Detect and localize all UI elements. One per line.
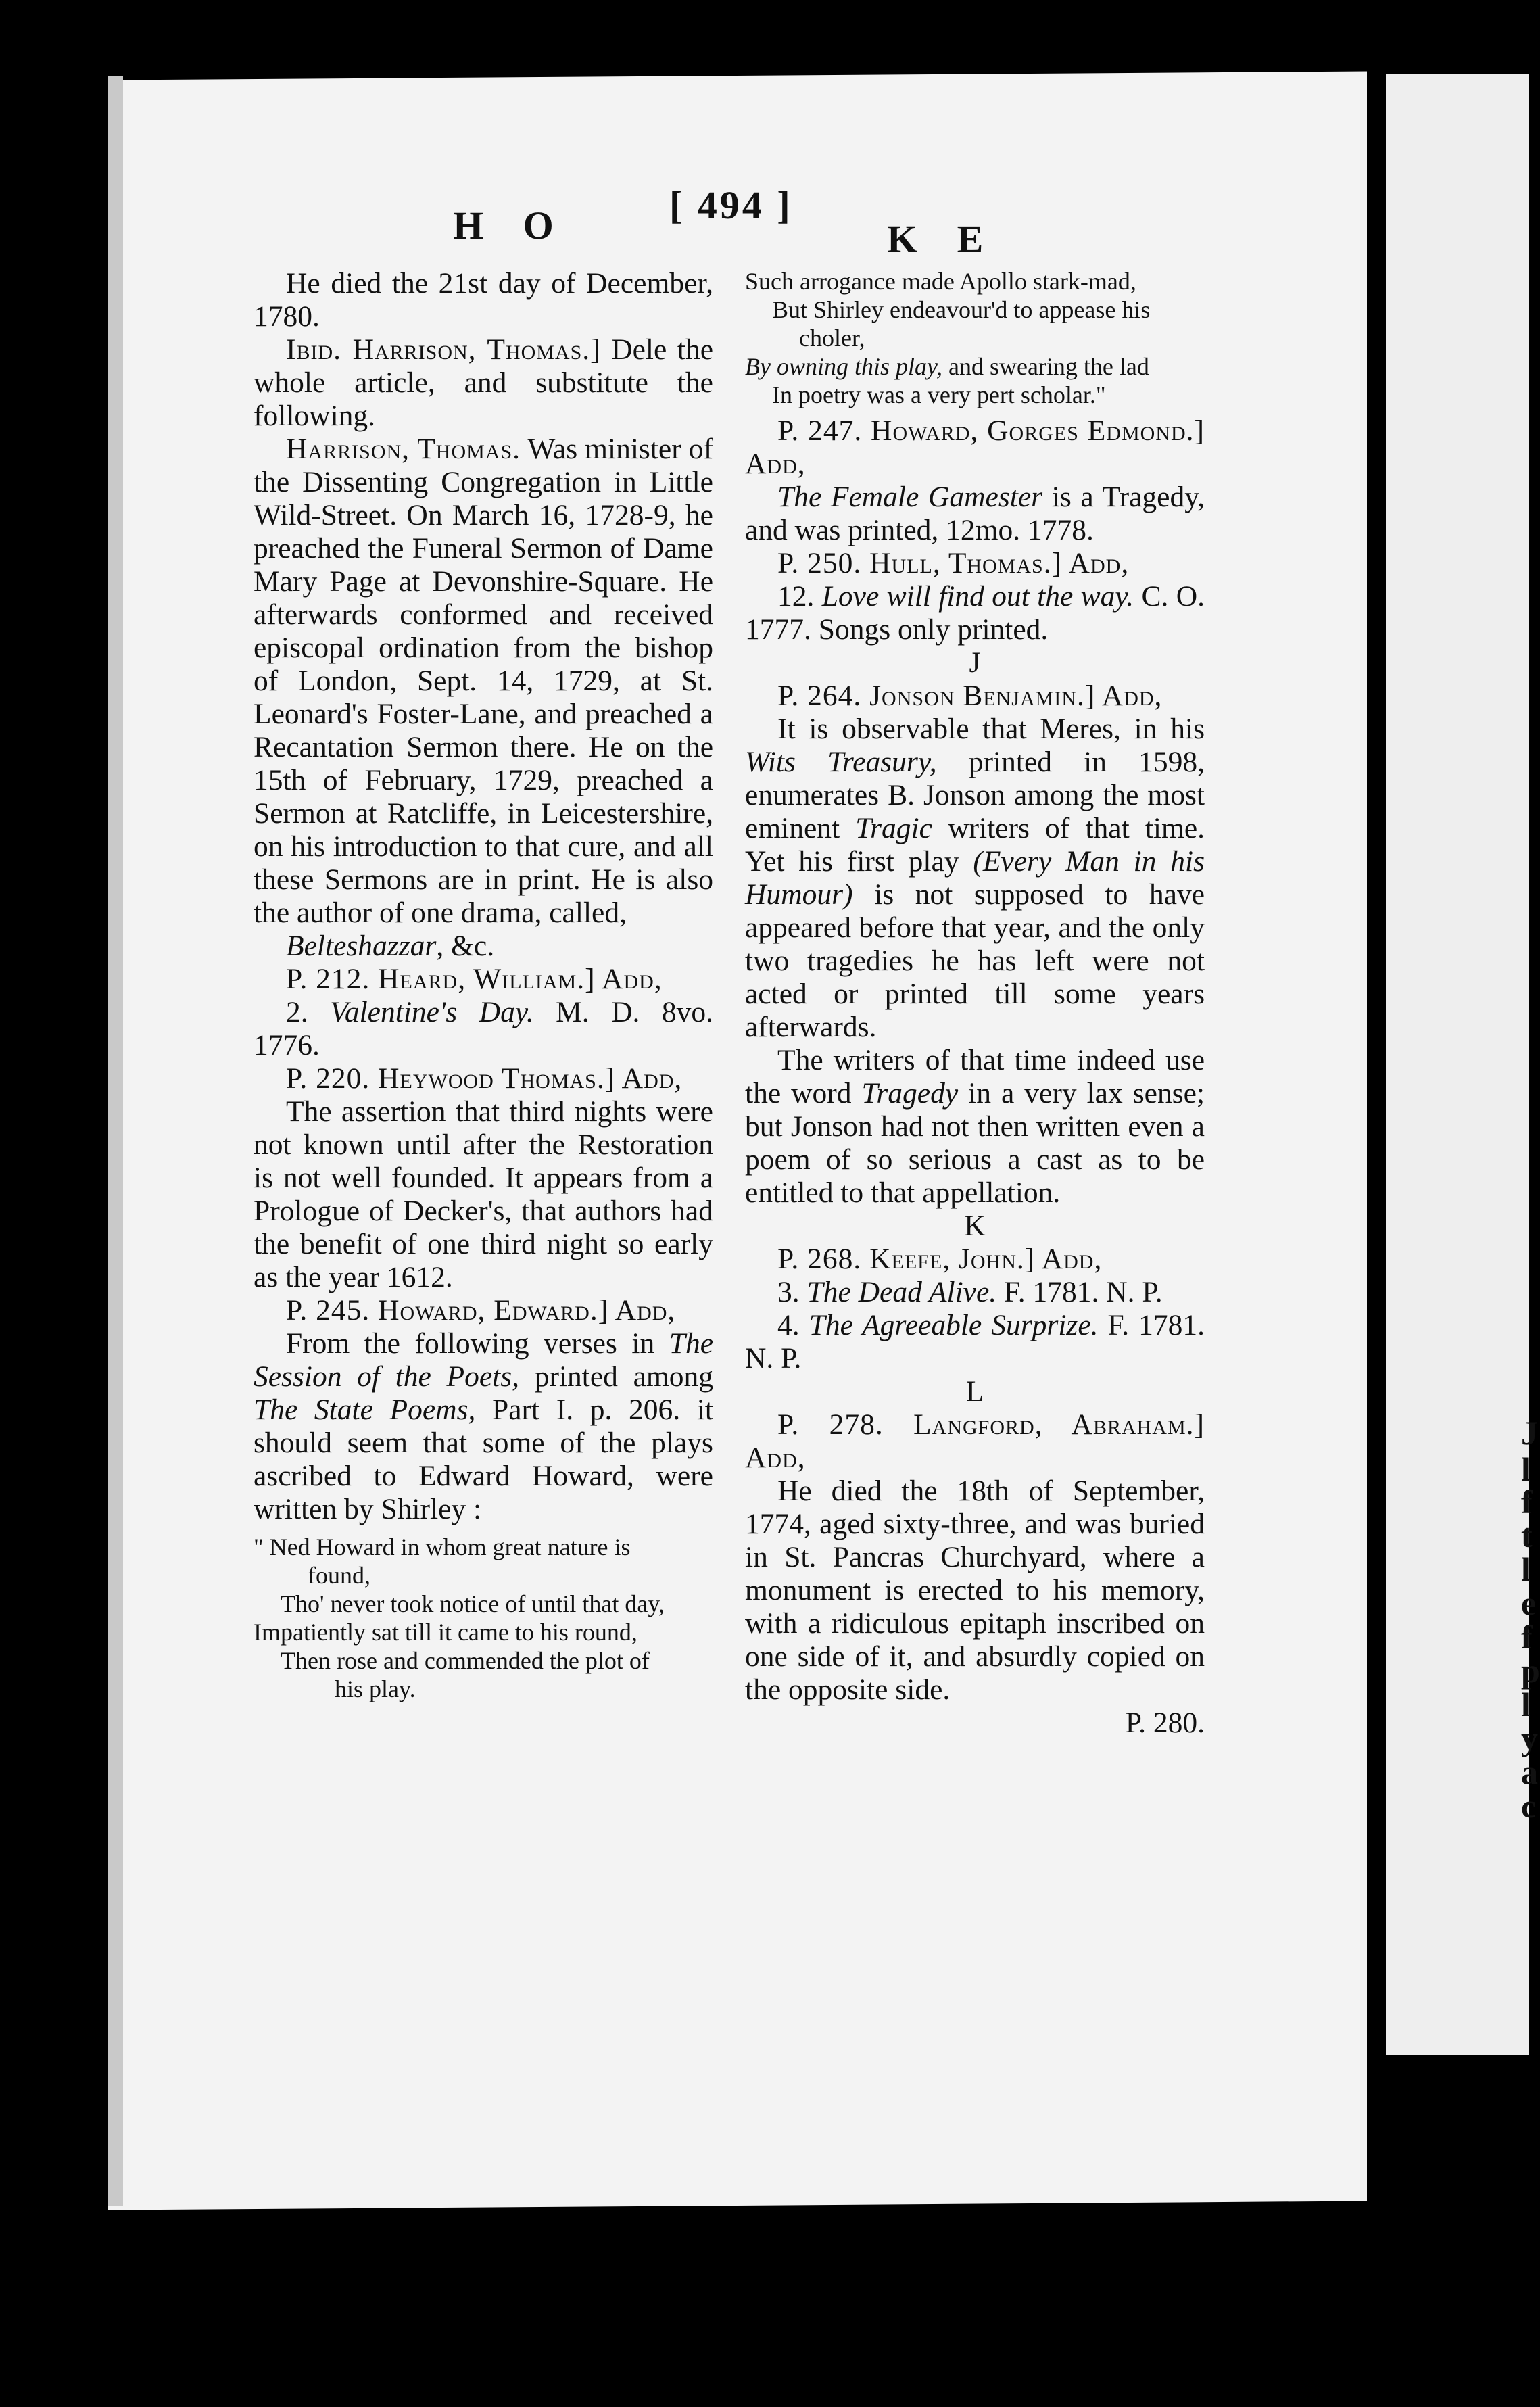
paragraph	[745, 481, 1205, 547]
drama-title: Belteshazzar	[286, 930, 437, 962]
facing-page-fragment: l	[1521, 1686, 1531, 1723]
section-letter: L	[965, 1375, 984, 1408]
paragraph	[745, 1044, 1205, 1210]
play-title: The Female Gamester	[777, 481, 1043, 513]
section-letter: J	[969, 646, 981, 679]
paragraph: He died the 18th of September, 1774, aged sixty-three, and was buried in St. Pancras Churchyard, where a monument is erected to his memory, with a ridiculous epitaph inscribed on one side of it, and absurdly copied on the opposite side.	[745, 1475, 1205, 1706]
entry-reference: P. 220. Heywood Thomas.] Add,	[286, 1062, 683, 1095]
facing-page-fragment: l	[1521, 1450, 1531, 1488]
verse-line: Then rose and commended the plot of	[281, 1647, 650, 1674]
paragraph	[254, 1327, 713, 1526]
text-run: From the following verses in	[286, 1327, 655, 1360]
play-entry	[745, 580, 1205, 646]
entry-reference: P. 278. Langford, Abraham.] Add,	[745, 1408, 1205, 1474]
play-entry	[745, 1309, 1205, 1375]
work-title: The State Poems,	[254, 1393, 476, 1426]
verse-line: " Ned Howard in whom great nature is	[254, 1533, 631, 1560]
entry-reference: P. 268. Keefe, John.] Add,	[777, 1243, 1103, 1275]
entry-reference: P. 247. Howard, Gorges Edmond.] Add,	[745, 414, 1205, 480]
verse-line	[745, 352, 1205, 381]
work-title: (Every Man in his Humour)	[745, 845, 1205, 911]
paragraph: He died the 21st day of December, 1780.	[254, 267, 713, 333]
text-run: is a Tragedy, and was printed, 12mo. 1778.	[745, 481, 1205, 546]
play-title: Love will find out the way.	[821, 580, 1134, 613]
play-title: The Agreeable Surprize.	[809, 1309, 1099, 1341]
verse-line: found,	[308, 1562, 370, 1589]
facing-page-fragment: f	[1521, 1618, 1533, 1656]
paragraph	[745, 713, 1205, 1044]
emphasis: Tragedy	[861, 1077, 959, 1110]
facing-page-fragment: a	[1521, 1753, 1538, 1791]
facing-page-edge	[1386, 74, 1540, 2055]
running-head	[0, 183, 1529, 261]
play-entry	[745, 1276, 1205, 1309]
verse-text: and swearing the lad	[948, 353, 1149, 380]
facing-page-fragment: y	[1521, 1719, 1538, 1757]
play-details: M. D. 8vo. 1776.	[254, 996, 713, 1062]
facing-page-fragment: t	[1521, 1517, 1533, 1554]
text-run: printed in 1598, enumerates B. Jonson among the most eminent	[745, 746, 1205, 844]
play-details: F. 1781. N. P.	[1004, 1276, 1163, 1308]
play-entry	[254, 996, 713, 1062]
play-details: C. O. 1777. Songs only printed.	[745, 580, 1205, 646]
work-title: Wits Treasury,	[745, 746, 937, 778]
text-run: Part I. p. 206. it should seem that some of the plays ascribed to Edward Howard, were written by Shirley :	[254, 1393, 714, 1525]
play-title: The Dead Alive.	[807, 1276, 997, 1308]
entry-text: Dele the whole article, and substitute the following.	[254, 333, 713, 432]
section-letter: K	[964, 1210, 986, 1242]
facing-page-fragment: e	[1521, 1584, 1537, 1622]
play-title: Valentine's Day.	[330, 996, 534, 1028]
right-column	[745, 267, 1205, 1740]
facing-page-fragment: l	[1521, 1550, 1531, 1588]
page-edge-shadow	[108, 76, 123, 2206]
entry-paragraph	[254, 333, 713, 433]
text-run: The writers of that time indeed use the word	[745, 1044, 1205, 1110]
entry-reference: P. 212. Heard, William.] Add,	[286, 963, 663, 995]
verse-line: choler,	[799, 325, 865, 352]
paragraph: The assertion that third nights were not known until after the Restoration is not well founded. It appears from a Prologue of Decker's, that authors had the benefit of one third night so early as the year 1612.	[254, 1095, 713, 1293]
page-number: [ 494 ]	[669, 183, 793, 227]
running-head-right: K E	[887, 217, 998, 261]
entry-reference: P. 245. Howard, Edward.] Add,	[286, 1294, 676, 1327]
facing-page-fragment: p	[1521, 1652, 1540, 1690]
entry-reference: P. 250. Hull, Thomas.] Add,	[777, 547, 1130, 579]
work-title: The Session of the Poets,	[254, 1327, 714, 1393]
text-run: It is observable that Meres, in his	[777, 713, 1205, 745]
text-run: is not supposed to have appeared before that year, and the only two tragedies he has left were not acted or printed till some years afterwards.	[745, 878, 1205, 1043]
play-number: 3.	[777, 1276, 800, 1308]
verse-line: Tho' never took notice of until that day,	[281, 1590, 665, 1617]
entry-reference: P. 264. Jonson Benjamin.] Add,	[777, 680, 1163, 712]
facing-page-fragment: J	[1521, 1414, 1538, 1452]
verse-line: In poetry was a very pert scholar."	[772, 381, 1106, 408]
verse-line: Impatiently sat till it came to his round,	[254, 1619, 637, 1646]
drama-title-rest: , &c.	[436, 930, 495, 962]
emphasis: Tragic	[855, 812, 932, 844]
play-number: 4.	[777, 1309, 800, 1341]
facing-page-fragment: f	[1521, 1483, 1533, 1521]
text-run: writers of that time. Yet his first play	[745, 812, 1205, 878]
entry-paragraph	[254, 433, 713, 930]
left-column	[254, 267, 713, 1709]
verse-italic: By owning this play,	[745, 353, 942, 380]
entry-reference: Ibid. Harrison, Thomas.]	[286, 333, 601, 366]
running-head-left: H O	[453, 204, 569, 247]
facing-page-fragment: c	[1521, 1787, 1537, 1825]
entry-text: Was minister of the Dissenting Congregation in Little Wild-Street. On March 16, 1728-9, he preached the Funeral Sermon of Dame Mary Page at Devonshire-Square. He afterwards conformed and received episcopal ordination from the bishop of London, Sept. 14, 1729, at St. Leonard's Foster-Lane, and preached a Recantation Sermon there. He on the 15th of February, 1729, preached a Sermon at Ratcliffe, in Leicestershire, on his introduction to that cure, and all these Sermons are in print. He is also the author of one drama, called,	[254, 433, 714, 929]
drama-title-line	[254, 930, 713, 963]
play-number: 12.	[777, 580, 815, 613]
verse-line: But Shirley endeavour'd to appease his	[772, 296, 1151, 323]
play-details: F. 1781. N. P.	[745, 1309, 1205, 1375]
play-number: 2.	[286, 996, 308, 1028]
verse-line: his play.	[335, 1675, 416, 1702]
text-run: in a very lax sense; but Jonson had not then written even a poem of so serious a cast as to be entitled to that appellation.	[745, 1077, 1205, 1209]
entry-name: Harrison, Thomas.	[286, 433, 521, 465]
verse-quotation	[745, 267, 1205, 409]
catchword: P. 280.	[1125, 1707, 1205, 1739]
text-run: printed among	[534, 1360, 714, 1393]
verse-quotation	[254, 1533, 713, 1703]
verse-line: Such arrogance made Apollo stark-mad,	[745, 268, 1136, 295]
